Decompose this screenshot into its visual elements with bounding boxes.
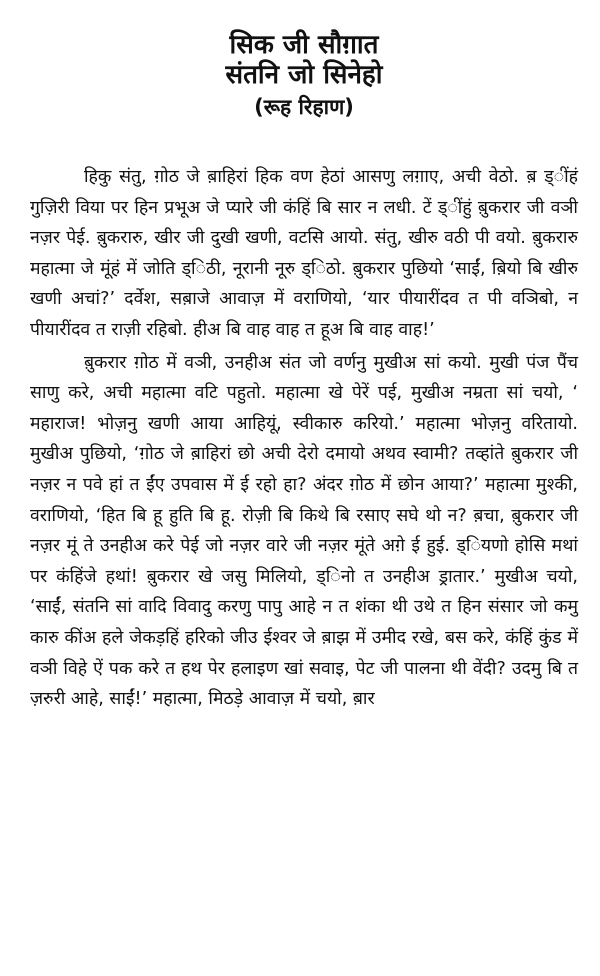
subtitle: (रूह रिहाण) [254, 95, 354, 119]
title-block [30, 30, 578, 122]
paragraph-1: हिकु संतु, ग़ोठ जे ब़ाहिरां हिक वण हेठां आसणु लग़ाए, अची वेठो. ब़ ड्ींहं गुज़िरी विया पर हिन प्रभूअ जे प्यारे जी कंहिं बि सार न लधी. टें ड्ींहुं ब़ुकरार जी वञी नज़र पेई. ब़ुकरारु, खीर जी दुखी खणी, वटसि आयो. संतु, खीरु वठी पी वयो. ब़ुकरारु महात्मा जे मूंहं में जोति ड्िठी, नूरानी नूरु ड्िठो. ब़ुकरार पुछियो ‘साईं, ब़ियो बि खीरु खणी अचां?’ दर्वेश, सब़ाजे आवाज़ में वराणियो, ‘यार पीयारींदव त पी वञिबो, न पीयारींदव त राज़ी रहिबो. हीअ बि वाह वाह त हूअ बि वाह वाह!’ [30, 167, 578, 340]
title-line-2: संतनि जो सिनेहो [225, 60, 383, 90]
body-text [30, 162, 578, 715]
title-line-1: सिक जी सौग़ात [229, 30, 379, 60]
paragraph-2: ब़ुकरार ग़ोठ में वञी, उनहीअ संत जो वर्णनु मुखीअ सां कयो. मुखी पंज पैंच साणु करे, अची महात्मा वटि पहुतो. महात्मा खे पेरें पई, मुखीअ नम्रता सां चयो, ‘ महाराज! भोज़नु खणी आया आहियूं, स्वीकारु करियो.’ महात्मा भोज़नु वरितायो. मुखीअ पुछियो, ‘ग़ोठ जे ब़ाहिरां छो अची देरो दमायो अथव स्वामी? तव्हांते ब़ुकरार जी नज़र न पवे हां त ईंए उपवास में ई रहो हा? अंदर ग़ोठ में छोन आया?’ महात्मा मुश्की, वराणियो, ‘हित बि हू हुति बि हू. रोज़ी बि किथे बि रसाए सघे थो न? ब़चा, ब़ुकरार जी नज़र मूं ते उनहीअ करे पेई जो नज़र वारे जी नज़र मूंते अग़े ई हुई. ड्ियणो होसि मथां पर कंहिंजे हथां! ब़ुकरार खे जसु मिलियो, ड्िनो त उनहीअ ड्रातार.’ मुखीअ चयो, ‘साईं, संतनि सां वादि विवादु करणु पापु आहे न त शंका थी उथे त हिन संसार जो कमु कारु कींअ हले जेकड़हिं हरिको जीउ ईश्वर जे ब़ाझ में उमीद रखे, बस करे, कंहिं कुंड में वञी विहे ऐं पक करे त हथ पेर हलाइण खां सवाइ, पेट जी पालना थी वेंदी? उदमु बि त ज़रुरी आहे, साईं!’ महात्मा, मिठड़े आवाज़ में चयो, ब़ार [30, 352, 579, 710]
